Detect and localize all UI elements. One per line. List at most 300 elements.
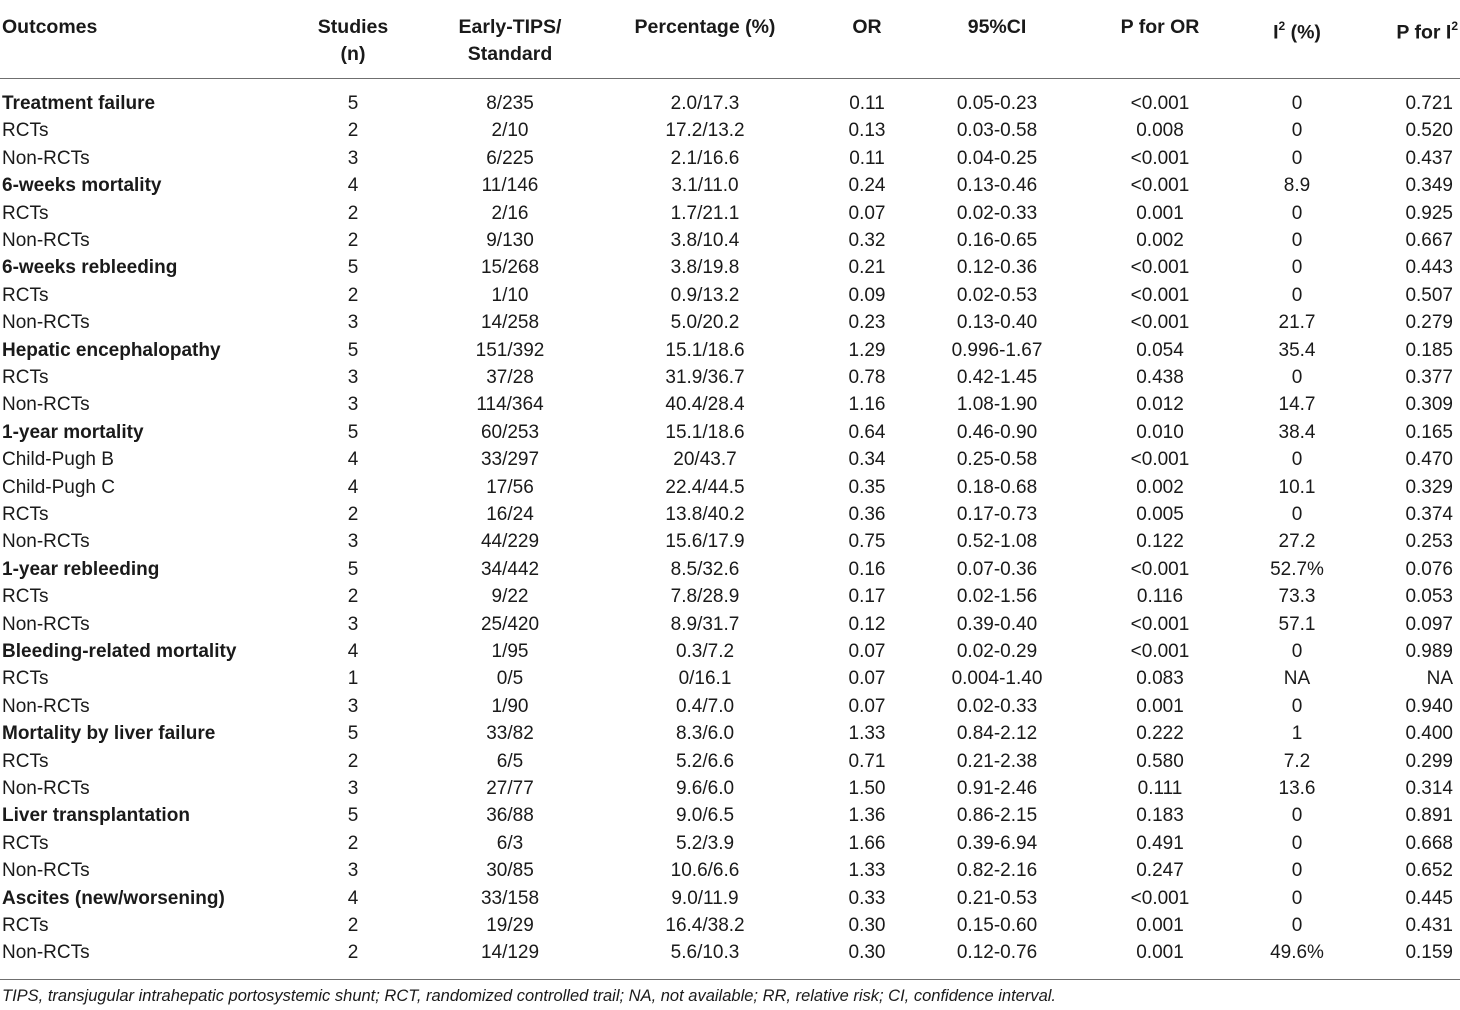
cell-i2: 0 bbox=[1291, 832, 1303, 854]
cell-p-i2: 0.349 bbox=[1405, 175, 1453, 197]
cell-p-i2: 0.437 bbox=[1405, 147, 1453, 169]
table-row bbox=[0, 309, 1460, 336]
cell-p-i2: 0.668 bbox=[1405, 832, 1453, 854]
cell-p-i2: 0.443 bbox=[1405, 257, 1453, 279]
cell-studies: 2 bbox=[347, 942, 359, 964]
cell-ci: 0.12-0.36 bbox=[956, 257, 1038, 279]
cell-ci: 0.13-0.46 bbox=[956, 175, 1038, 197]
table-row bbox=[0, 775, 1460, 802]
table-header bbox=[0, 0, 1460, 79]
header-i2-letter: I bbox=[1273, 21, 1279, 44]
table-row bbox=[0, 802, 1460, 829]
cell-outcome: Non-RCTs bbox=[2, 778, 90, 799]
cell-p-i2: 0.652 bbox=[1405, 860, 1453, 882]
cell-outcome: Liver transplantation bbox=[2, 805, 190, 827]
cell-pct: 0.3/7.2 bbox=[675, 641, 735, 662]
cell-pct: 5.0/20.2 bbox=[670, 312, 740, 334]
cell-p-or: 0.005 bbox=[1136, 504, 1184, 525]
cell-studies: 2 bbox=[347, 750, 359, 772]
cell-or: 1.50 bbox=[848, 778, 886, 799]
cell-i2: 38.4 bbox=[1278, 421, 1316, 443]
cell-pct: 15.6/17.9 bbox=[665, 531, 745, 553]
header-studies-line1: Studies bbox=[317, 16, 389, 38]
cell-pct: 10.6/6.6 bbox=[670, 860, 740, 882]
cell-p-i2: 0.159 bbox=[1405, 942, 1453, 964]
cell-i2: 0 bbox=[1291, 805, 1303, 827]
cell-outcome: Child-Pugh C bbox=[2, 476, 115, 498]
cell-pct: 31.9/36.7 bbox=[665, 367, 745, 388]
cell-pct: 3.1/11.0 bbox=[671, 175, 739, 197]
cell-early: 2/16 bbox=[491, 202, 529, 224]
cell-p-or: 0.008 bbox=[1136, 120, 1184, 142]
cell-studies: 1 bbox=[347, 668, 359, 690]
cell-outcome: Ascites (new/worsening) bbox=[2, 887, 225, 909]
cell-or: 0.07 bbox=[848, 668, 886, 690]
cell-pct: 40.4/28.4 bbox=[665, 394, 745, 416]
cell-ci: 0.25-0.58 bbox=[956, 449, 1038, 471]
cell-or: 0.07 bbox=[848, 641, 886, 662]
cell-i2: 0 bbox=[1291, 284, 1303, 306]
cell-ci: 0.02-0.33 bbox=[956, 202, 1038, 224]
cell-i2: 0 bbox=[1291, 230, 1303, 251]
cell-or: 0.24 bbox=[848, 175, 886, 197]
cell-studies: 3 bbox=[347, 312, 359, 334]
cell-early: 44/229 bbox=[480, 531, 540, 553]
cell-i2: 13.6 bbox=[1278, 778, 1316, 799]
cell-early: 37/28 bbox=[486, 367, 534, 388]
cell-p-or: 0.083 bbox=[1136, 668, 1184, 690]
cell-outcome: RCTs bbox=[2, 120, 49, 142]
cell-early: 34/442 bbox=[480, 558, 540, 580]
cell-p-or: <0.001 bbox=[1130, 175, 1190, 197]
cell-i2: 0 bbox=[1291, 860, 1303, 882]
table-row bbox=[0, 939, 1460, 966]
cell-p-or: 0.491 bbox=[1136, 832, 1184, 854]
cell-pct: 20/43.7 bbox=[673, 449, 737, 471]
cell-studies: 3 bbox=[347, 613, 359, 635]
cell-or: 0.33 bbox=[848, 887, 886, 909]
cell-studies: 5 bbox=[347, 805, 359, 827]
cell-p-or: <0.001 bbox=[1130, 257, 1190, 279]
cell-or: 0.32 bbox=[848, 230, 886, 251]
cell-p-or: 0.580 bbox=[1136, 750, 1184, 772]
cell-ci: 0.84-2.12 bbox=[956, 723, 1038, 745]
cell-early: 15/268 bbox=[480, 257, 540, 279]
cell-pct: 5.2/3.9 bbox=[675, 832, 735, 854]
cell-outcome: RCTs bbox=[2, 586, 49, 608]
cell-p-i2: 0.374 bbox=[1405, 504, 1453, 525]
cell-ci: 0.13-0.40 bbox=[956, 312, 1038, 334]
cell-i2: 52.7% bbox=[1270, 558, 1324, 580]
cell-pct: 0.9/13.2 bbox=[670, 284, 740, 306]
cell-p-or: 0.002 bbox=[1136, 476, 1184, 498]
cell-ci: 0.12-0.76 bbox=[956, 942, 1038, 964]
cell-p-or: 0.247 bbox=[1136, 860, 1184, 882]
cell-early: 33/297 bbox=[480, 449, 540, 471]
cell-p-i2: 0.165 bbox=[1405, 421, 1453, 443]
cell-early: 27/77 bbox=[486, 778, 534, 799]
cell-p-or: <0.001 bbox=[1130, 284, 1190, 306]
table-row bbox=[0, 665, 1460, 692]
header-early-line1: Early-TIPS/ bbox=[458, 16, 562, 38]
cell-studies: 3 bbox=[347, 147, 359, 169]
cell-studies: 3 bbox=[347, 695, 359, 717]
cell-studies: 3 bbox=[347, 860, 359, 882]
table-row bbox=[0, 638, 1460, 665]
table-row bbox=[0, 528, 1460, 555]
cell-early: 11/146 bbox=[481, 175, 539, 197]
cell-early: 114/364 bbox=[476, 394, 544, 416]
cell-p-or: 0.438 bbox=[1136, 367, 1184, 388]
cell-or: 0.16 bbox=[848, 558, 886, 580]
cell-studies: 2 bbox=[347, 120, 359, 142]
header-p-i2-text: P for I bbox=[1396, 21, 1452, 44]
cell-studies: 3 bbox=[347, 367, 359, 388]
cell-p-or: 0.111 bbox=[1137, 778, 1183, 799]
cell-pct: 9.6/6.0 bbox=[675, 778, 735, 799]
cell-studies: 5 bbox=[347, 339, 359, 361]
table-row bbox=[0, 611, 1460, 638]
cell-outcome: RCTs bbox=[2, 750, 49, 772]
cell-pct: 17.2/13.2 bbox=[665, 120, 745, 142]
cell-early: 1/90 bbox=[491, 695, 529, 717]
table-row bbox=[0, 117, 1460, 144]
cell-pct: 8.3/6.0 bbox=[675, 723, 735, 745]
cell-outcome: RCTs bbox=[2, 915, 49, 936]
cell-i2: 0 bbox=[1291, 504, 1303, 525]
cell-or: 0.64 bbox=[848, 421, 886, 443]
cell-p-i2: 0.309 bbox=[1405, 394, 1453, 416]
table-row bbox=[0, 337, 1460, 364]
header-i2 bbox=[1252, 14, 1342, 47]
cell-or: 0.09 bbox=[848, 284, 886, 306]
cell-pct: 1.7/21.1 bbox=[670, 202, 740, 224]
table-row bbox=[0, 720, 1460, 747]
cell-ci: 0.15-0.60 bbox=[956, 915, 1038, 936]
cell-or: 0.23 bbox=[848, 312, 886, 334]
cell-outcome: RCTs bbox=[2, 668, 49, 690]
cell-i2: 0 bbox=[1291, 695, 1303, 717]
table-row bbox=[0, 885, 1460, 912]
cell-p-or: <0.001 bbox=[1130, 312, 1190, 334]
cell-ci: 0.02-1.56 bbox=[956, 586, 1038, 608]
cell-or: 1.33 bbox=[848, 860, 886, 882]
cell-or: 0.71 bbox=[848, 750, 886, 772]
table-row bbox=[0, 200, 1460, 227]
cell-p-or: 0.001 bbox=[1136, 942, 1184, 964]
table-row bbox=[0, 364, 1460, 391]
table-row bbox=[0, 583, 1460, 610]
cell-or: 1.29 bbox=[848, 339, 886, 361]
table-row bbox=[0, 172, 1460, 199]
cell-ci: 0.04-0.25 bbox=[956, 147, 1038, 169]
cell-i2: 21.7 bbox=[1278, 312, 1316, 334]
header-early-line2: Standard bbox=[467, 43, 553, 65]
cell-outcome: Non-RCTs bbox=[2, 230, 90, 251]
cell-i2: 8.9 bbox=[1283, 175, 1311, 197]
header-percentage: Percentage (%) bbox=[634, 16, 776, 38]
cell-or: 0.75 bbox=[848, 531, 886, 553]
cell-p-or: <0.001 bbox=[1130, 613, 1190, 635]
cell-outcome: Mortality by liver failure bbox=[2, 723, 216, 745]
cell-early: 9/130 bbox=[486, 230, 534, 251]
cell-pct: 22.4/44.5 bbox=[665, 476, 745, 498]
cell-or: 0.30 bbox=[848, 915, 886, 936]
cell-i2: 0 bbox=[1291, 120, 1303, 142]
cell-early: 60/253 bbox=[480, 421, 540, 443]
cell-outcome: Non-RCTs bbox=[2, 695, 90, 717]
cell-early: 33/158 bbox=[480, 887, 540, 909]
cell-or: 0.35 bbox=[848, 476, 886, 498]
table-row bbox=[0, 857, 1460, 884]
cell-early: 17/56 bbox=[486, 476, 534, 498]
cell-pct: 8.5/32.6 bbox=[670, 558, 740, 580]
cell-outcome: Non-RCTs bbox=[2, 147, 90, 169]
cell-outcome: Bleeding-related mortality bbox=[2, 641, 237, 662]
table-row bbox=[0, 227, 1460, 254]
cell-pct: 5.6/10.3 bbox=[670, 942, 740, 964]
cell-i2: 49.6% bbox=[1270, 942, 1324, 964]
cell-ci: 0.16-0.65 bbox=[956, 230, 1038, 251]
cell-ci: 0.004-1.40 bbox=[951, 668, 1043, 690]
cell-or: 0.13 bbox=[848, 120, 886, 142]
cell-studies: 2 bbox=[347, 284, 359, 306]
cell-ci: 0.02-0.29 bbox=[956, 641, 1038, 662]
cell-early: 0/5 bbox=[496, 668, 524, 690]
cell-pct: 9.0/11.9 bbox=[671, 887, 739, 909]
cell-i2: 27.2 bbox=[1278, 531, 1316, 553]
cell-studies: 5 bbox=[347, 421, 359, 443]
cell-i2: 0 bbox=[1291, 93, 1303, 114]
cell-studies: 3 bbox=[347, 394, 359, 416]
cell-p-i2: 0.507 bbox=[1405, 284, 1453, 306]
cell-ci: 0.05-0.23 bbox=[956, 93, 1038, 114]
table-footnote: TIPS, transjugular intrahepatic portosystemic shunt; RCT, randomized controlled trail; NA, not available; RR, relative risk; CI, confidence interval. bbox=[2, 987, 1057, 1005]
cell-outcome: RCTs bbox=[2, 367, 49, 388]
cell-studies: 5 bbox=[347, 257, 359, 279]
cell-studies: 3 bbox=[347, 531, 359, 553]
cell-p-i2: 0.377 bbox=[1405, 367, 1453, 388]
cell-pct: 5.2/6.6 bbox=[675, 750, 735, 772]
table-row bbox=[0, 556, 1460, 583]
cell-outcome: Hepatic encephalopathy bbox=[2, 339, 221, 361]
cell-studies: 5 bbox=[347, 723, 359, 745]
cell-p-or: <0.001 bbox=[1130, 93, 1190, 114]
cell-ci: 0.07-0.36 bbox=[956, 558, 1038, 580]
cell-p-or: 0.122 bbox=[1136, 531, 1184, 553]
cell-pct: 8.9/31.7 bbox=[670, 613, 740, 635]
cell-i2: 0 bbox=[1291, 641, 1303, 662]
cell-outcome: Child-Pugh B bbox=[2, 449, 114, 471]
cell-or: 0.11 bbox=[849, 147, 885, 169]
cell-p-or: 0.001 bbox=[1136, 915, 1184, 936]
header-or: OR bbox=[852, 16, 882, 38]
table-row bbox=[0, 693, 1460, 720]
cell-outcome: 6-weeks rebleeding bbox=[2, 257, 178, 279]
cell-ci: 0.17-0.73 bbox=[956, 504, 1038, 525]
cell-p-i2: NA bbox=[1426, 668, 1453, 690]
table-row bbox=[0, 501, 1460, 528]
cell-p-or: <0.001 bbox=[1130, 887, 1190, 909]
cell-ci: 0.02-0.53 bbox=[956, 284, 1038, 306]
header-p-for-or: P for OR bbox=[1120, 16, 1200, 38]
cell-outcome: RCTs bbox=[2, 504, 49, 525]
cell-i2: 35.4 bbox=[1278, 339, 1316, 361]
cell-i2: 57.1 bbox=[1278, 613, 1316, 635]
cell-p-i2: 0.053 bbox=[1405, 586, 1453, 608]
cell-or: 0.07 bbox=[848, 202, 886, 224]
cell-ci: 0.86-2.15 bbox=[956, 805, 1038, 827]
cell-p-or: 0.001 bbox=[1136, 695, 1184, 717]
cell-or: 0.17 bbox=[848, 586, 886, 608]
header-outcomes: Outcomes bbox=[2, 16, 98, 38]
cell-p-or: 0.001 bbox=[1136, 202, 1184, 224]
cell-ci: 0.52-1.08 bbox=[956, 531, 1038, 553]
cell-or: 0.36 bbox=[848, 504, 886, 525]
cell-early: 6/5 bbox=[496, 750, 524, 772]
cell-early: 9/22 bbox=[491, 586, 529, 608]
cell-outcome: RCTs bbox=[2, 202, 49, 224]
cell-outcome: 1-year rebleeding bbox=[2, 558, 160, 580]
table-row bbox=[0, 282, 1460, 309]
cell-ci: 0.02-0.33 bbox=[956, 695, 1038, 717]
cell-p-or: <0.001 bbox=[1130, 147, 1190, 169]
cell-i2: 0 bbox=[1291, 915, 1303, 936]
cell-p-or: 0.012 bbox=[1136, 394, 1184, 416]
header-p-for-i2 bbox=[1396, 14, 1458, 47]
cell-early: 16/24 bbox=[486, 504, 534, 525]
cell-early: 36/88 bbox=[486, 805, 534, 827]
cell-outcome: Non-RCTs bbox=[2, 531, 90, 553]
cell-p-i2: 0.329 bbox=[1405, 476, 1453, 498]
cell-p-or: 0.222 bbox=[1136, 723, 1184, 745]
cell-or: 0.12 bbox=[848, 613, 886, 635]
cell-p-or: <0.001 bbox=[1130, 641, 1190, 662]
cell-early: 30/85 bbox=[486, 860, 534, 882]
cell-studies: 2 bbox=[347, 504, 359, 525]
table-row bbox=[0, 391, 1460, 418]
cell-or: 1.66 bbox=[848, 832, 886, 854]
header-i2-unit: (%) bbox=[1285, 21, 1321, 44]
table-row bbox=[0, 474, 1460, 501]
cell-early: 1/10 bbox=[491, 284, 529, 306]
cell-pct: 2.0/17.3 bbox=[670, 93, 740, 114]
cell-ci: 0.21-2.38 bbox=[956, 750, 1038, 772]
cell-studies: 2 bbox=[347, 202, 359, 224]
cell-p-i2: 0.400 bbox=[1405, 723, 1453, 745]
cell-or: 0.21 bbox=[848, 257, 886, 279]
cell-studies: 2 bbox=[347, 915, 359, 936]
cell-ci: 0.996-1.67 bbox=[951, 339, 1043, 361]
cell-pct: 15.1/18.6 bbox=[665, 339, 745, 361]
cell-p-i2: 0.445 bbox=[1405, 887, 1453, 909]
cell-studies: 4 bbox=[347, 175, 359, 197]
table-row bbox=[0, 90, 1460, 117]
cell-p-or: 0.054 bbox=[1136, 339, 1184, 361]
cell-i2: 14.7 bbox=[1278, 394, 1316, 416]
cell-p-i2: 0.431 bbox=[1405, 915, 1453, 936]
cell-ci: 0.39-0.40 bbox=[956, 613, 1038, 635]
header-studies-line2: (n) bbox=[340, 43, 366, 65]
cell-p-or: 0.183 bbox=[1136, 805, 1184, 827]
cell-i2: 0 bbox=[1291, 147, 1303, 169]
cell-i2: 0 bbox=[1291, 202, 1303, 224]
table-row bbox=[0, 446, 1460, 473]
cell-pct: 15.1/18.6 bbox=[665, 421, 745, 443]
header-studies bbox=[303, 14, 403, 68]
cell-outcome: Non-RCTs bbox=[2, 942, 90, 964]
cell-ci: 0.39-6.94 bbox=[956, 832, 1038, 854]
cell-or: 0.30 bbox=[848, 942, 886, 964]
cell-p-i2: 0.667 bbox=[1405, 230, 1453, 251]
cell-i2: 0 bbox=[1291, 257, 1303, 279]
cell-ci: 0.82-2.16 bbox=[956, 860, 1038, 882]
cell-i2: 10.1 bbox=[1278, 476, 1316, 498]
cell-studies: 2 bbox=[347, 832, 359, 854]
cell-p-or: <0.001 bbox=[1130, 449, 1190, 471]
cell-ci: 0.91-2.46 bbox=[956, 778, 1038, 799]
cell-p-i2: 0.097 bbox=[1405, 613, 1453, 635]
cell-studies: 4 bbox=[347, 476, 359, 498]
cell-early: 25/420 bbox=[480, 613, 540, 635]
cell-pct: 0/16.1 bbox=[678, 668, 732, 690]
cell-outcome: Non-RCTs bbox=[2, 860, 90, 882]
cell-or: 0.07 bbox=[848, 695, 886, 717]
cell-early: 33/82 bbox=[486, 723, 534, 745]
cell-ci: 0.03-0.58 bbox=[956, 120, 1038, 142]
cell-early: 14/129 bbox=[480, 942, 540, 964]
cell-early: 14/258 bbox=[480, 312, 540, 334]
header-i2-sup: 2 bbox=[1278, 19, 1286, 33]
cell-studies: 2 bbox=[347, 230, 359, 251]
cell-ci: 0.21-0.53 bbox=[956, 887, 1038, 909]
cell-or: 0.78 bbox=[848, 367, 886, 388]
cell-early: 6/3 bbox=[496, 832, 524, 854]
cell-pct: 13.8/40.2 bbox=[665, 504, 745, 525]
cell-p-i2: 0.721 bbox=[1405, 93, 1453, 114]
cell-p-i2: 0.314 bbox=[1405, 778, 1453, 799]
cell-pct: 3.8/19.8 bbox=[670, 257, 740, 279]
cell-studies: 3 bbox=[347, 778, 359, 799]
cell-studies: 5 bbox=[347, 558, 359, 580]
cell-or: 1.36 bbox=[848, 805, 886, 827]
cell-outcome: Non-RCTs bbox=[2, 613, 90, 635]
cell-ci: 0.42-1.45 bbox=[956, 367, 1038, 388]
cell-studies: 5 bbox=[347, 93, 359, 114]
cell-p-i2: 0.925 bbox=[1405, 202, 1453, 224]
table-row bbox=[0, 830, 1460, 857]
cell-early: 8/235 bbox=[486, 93, 534, 114]
cell-early: 151/392 bbox=[475, 339, 545, 361]
cell-p-i2: 0.279 bbox=[1405, 312, 1453, 334]
cell-p-i2: 0.185 bbox=[1405, 339, 1453, 361]
header-early-tips bbox=[430, 14, 590, 68]
cell-pct: 9.0/6.5 bbox=[675, 805, 735, 827]
cell-early: 19/29 bbox=[486, 915, 534, 936]
cell-p-or: 0.116 bbox=[1136, 586, 1184, 608]
cell-early: 2/10 bbox=[491, 120, 529, 142]
cell-p-or: 0.010 bbox=[1136, 421, 1184, 443]
cell-p-i2: 0.940 bbox=[1405, 695, 1453, 717]
cell-studies: 4 bbox=[347, 449, 359, 471]
table-row bbox=[0, 419, 1460, 446]
cell-i2: 73.3 bbox=[1278, 586, 1316, 608]
cell-or: 0.11 bbox=[849, 93, 885, 114]
cell-p-i2: 0.891 bbox=[1405, 805, 1453, 827]
cell-i2: 7.2 bbox=[1283, 750, 1311, 772]
cell-p-i2: 0.299 bbox=[1405, 750, 1453, 772]
cell-p-i2: 0.520 bbox=[1405, 120, 1453, 142]
